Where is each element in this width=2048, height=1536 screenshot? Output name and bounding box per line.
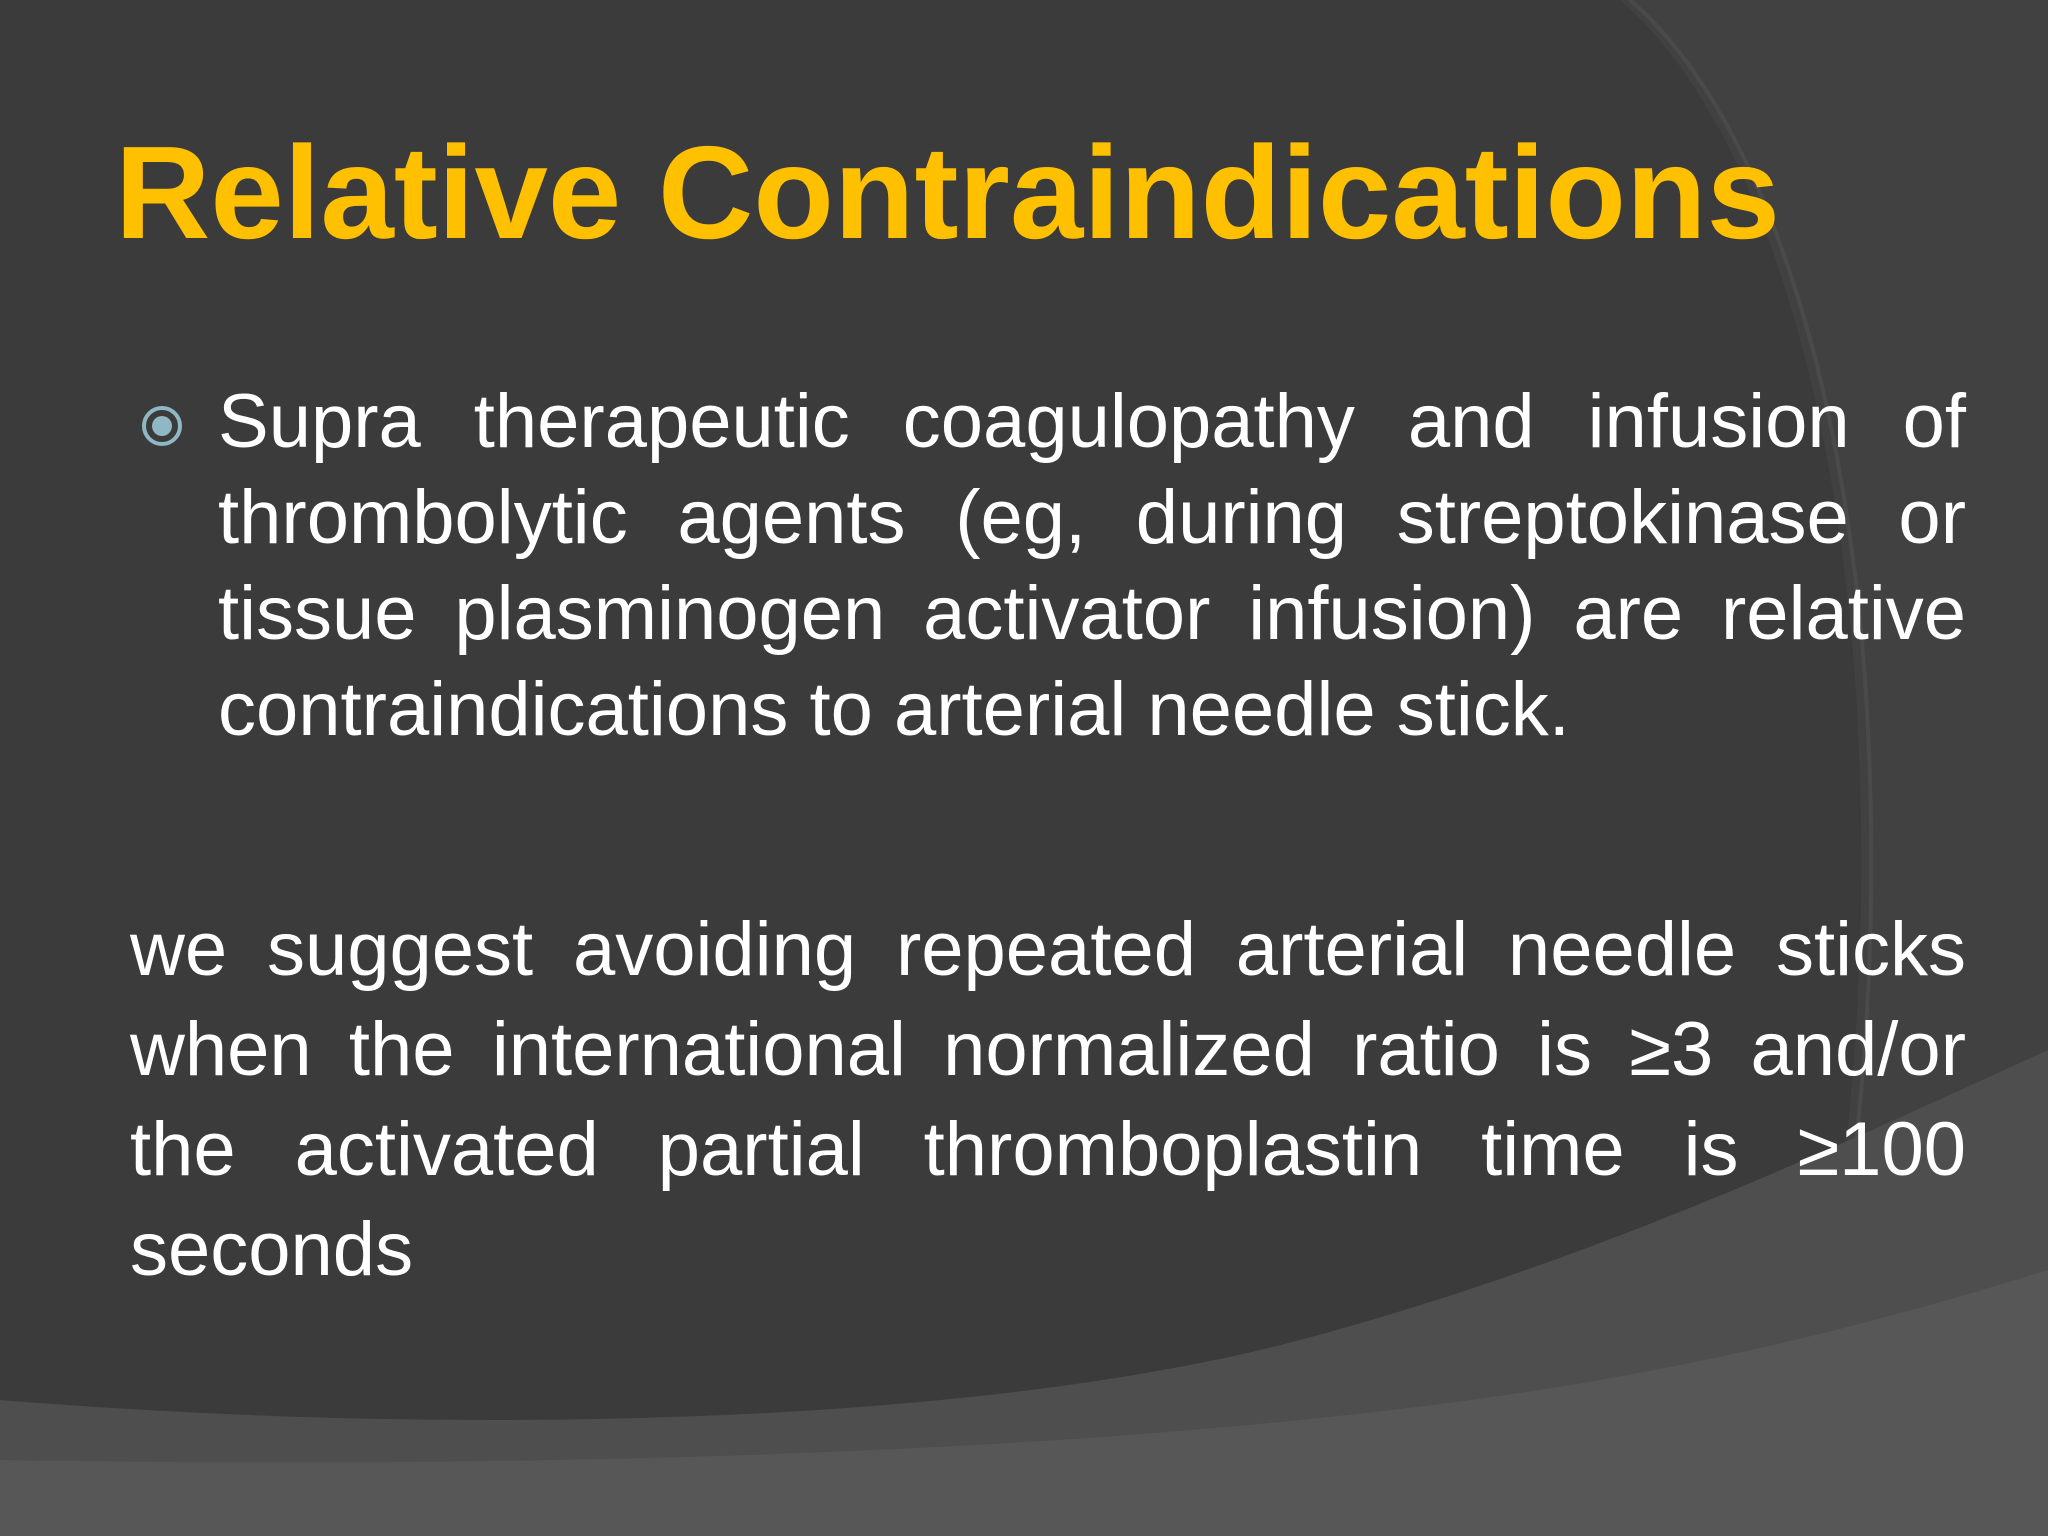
bullet-text: Supra therapeutic coagulopathy and infusion of thrombolytic agents (eg, during streptokinase or tissue plasminogen activator infusion) are relative contraindications to arterial needle stick. — [218, 379, 1966, 752]
slide-title: Relative Contraindications — [115, 119, 1781, 266]
body-paragraph: we suggest avoiding repeated arterial needle sticks when the international normalized ratio is ≥3 and/or the activated partial thromboplastin time is ≥100 seconds — [130, 907, 1966, 1292]
circle-bullet-icon — [140, 404, 184, 448]
